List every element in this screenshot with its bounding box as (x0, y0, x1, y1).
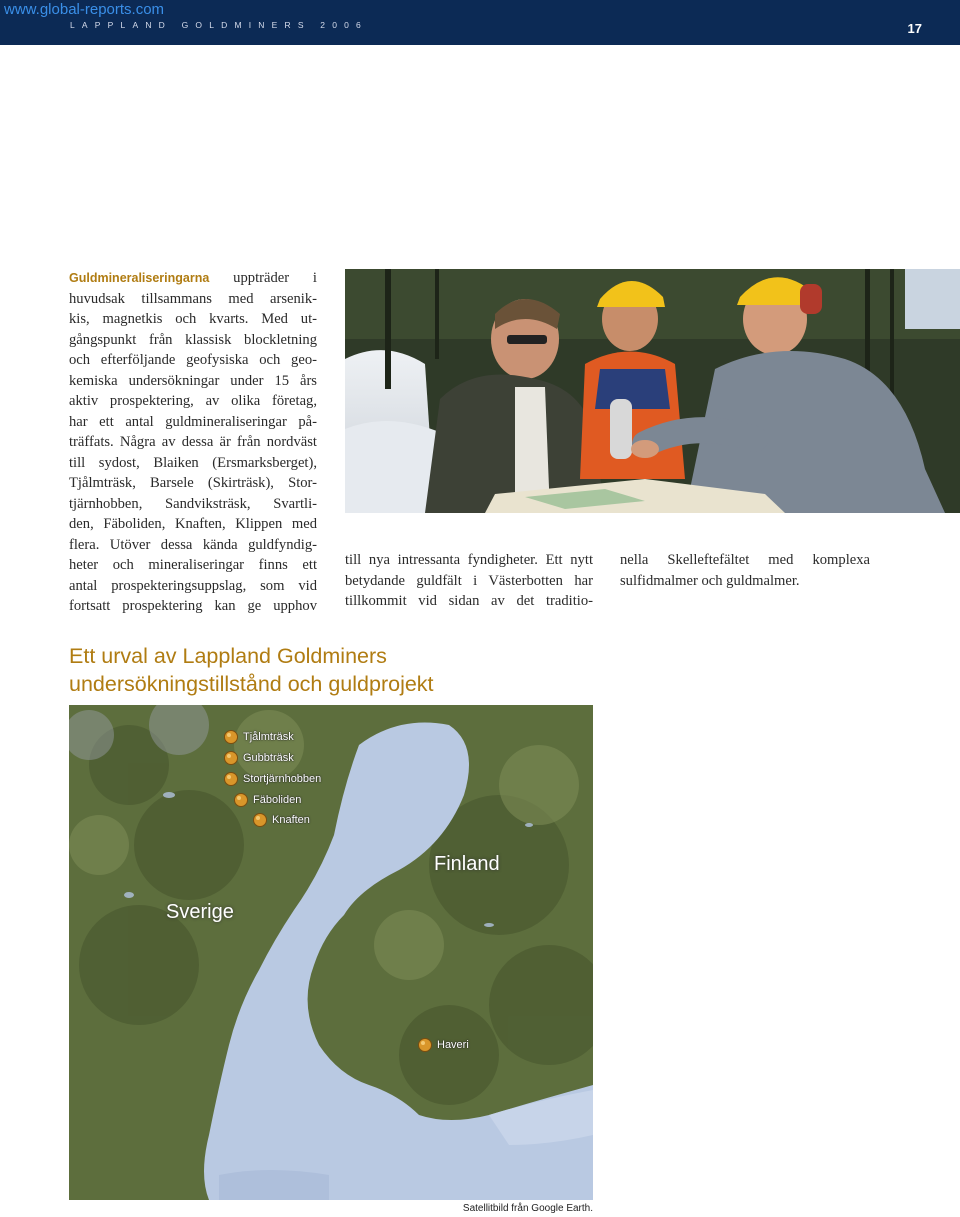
map-caption: Satellitbild från Google Earth. (462, 1203, 593, 1214)
page-header (0, 0, 960, 45)
gold-nugget-icon (418, 1038, 432, 1052)
country-label-finland: Finland (434, 853, 500, 875)
page-number: 17 (907, 21, 922, 36)
lead-word: Guldmineraliseringarna (69, 271, 210, 285)
text-line: huvudsak tillsammans med arsenik- (69, 290, 317, 307)
text-line: flera. Utöver dessa kända guldfyndig- (69, 536, 317, 553)
text-line: sulfidmalmer och guldmalmer. (620, 572, 800, 589)
map-marker-tjalmtrask[interactable] (224, 730, 294, 744)
text-line: och efterföljande geofysiska och geo- (69, 352, 317, 368)
marker-label: Gubbträsk (243, 752, 294, 764)
section-title-line-1: Ett urval av Lappland Goldminers (69, 644, 387, 668)
text-line: kemiska undersökningar under 15 års (69, 372, 317, 389)
text-line: aktiv prospektering, av olika företag, (69, 393, 317, 409)
article-column-2 (345, 550, 593, 612)
section-title (69, 642, 434, 698)
text-line: Guldmineraliseringarna uppträder i (69, 270, 317, 286)
gold-nugget-icon (224, 730, 238, 744)
text-line: antal prospekteringsuppslag, som vid (69, 577, 317, 594)
text-line: kis, magnetkis och kvarts. Med ut- (69, 311, 317, 327)
map-marker-faboliden[interactable] (234, 793, 301, 807)
marker-label: Fäboliden (253, 794, 302, 806)
text-line: nella Skelleftefältet med komplexa (620, 552, 870, 568)
gold-nugget-icon (253, 813, 267, 827)
map-marker-gubbtrask[interactable] (224, 751, 294, 765)
text-line: träffats. Några av dessa är från nordväst (69, 434, 317, 450)
text-line: gångspunkt från klassisk blockletning (69, 331, 317, 348)
text-line: betydande guldfält i Västerbotten har (345, 572, 593, 589)
article-column-3 (620, 550, 870, 591)
text-line: har ett antal guldmineraliseringar på- (69, 413, 317, 430)
text-line: Tjålmträsk, Barsele (Skirträsk), Stor- (69, 475, 317, 491)
marker-label: Haveri (437, 1039, 469, 1051)
map-marker-haveri[interactable] (418, 1038, 469, 1052)
gold-nugget-icon (224, 751, 238, 765)
watermark-link[interactable]: www.global-reports.com (4, 1, 165, 18)
country-label-sverige: Sverige (166, 901, 234, 923)
map-marker-knaften[interactable] (253, 813, 310, 827)
marker-label: Tjålmträsk (243, 731, 294, 743)
text-line: till sydost, Blaiken (Ersmarksberget), (69, 454, 317, 471)
text-line: till nya intressanta fyndigheter. Ett nytt (345, 552, 593, 568)
running-title: LAPPLAND GOLDMINERS 2006 (70, 20, 368, 30)
gold-nugget-icon (234, 793, 248, 807)
field-photo (345, 269, 960, 513)
text-line: fortsatt prospektering kan ge upphov (69, 598, 317, 614)
text-line: den, Fäboliden, Knaften, Klippen med (69, 516, 317, 532)
text-line: tillkommit vid sidan av det traditio- (345, 593, 593, 609)
text-line: heter och mineraliseringar finns ett (69, 557, 317, 573)
satellite-map (69, 705, 593, 1200)
section-title-line-2: undersökningstillstånd och guldprojekt (69, 672, 434, 696)
text-line: tjärnhobben, Sandviksträsk, Svartli- (69, 495, 317, 512)
article-column-1 (69, 268, 317, 617)
map-marker-stortjarnhobben[interactable] (224, 772, 321, 786)
gold-nugget-icon (224, 772, 238, 786)
marker-label: Knaften (272, 814, 310, 826)
marker-label: Stortjärnhobben (243, 773, 322, 785)
